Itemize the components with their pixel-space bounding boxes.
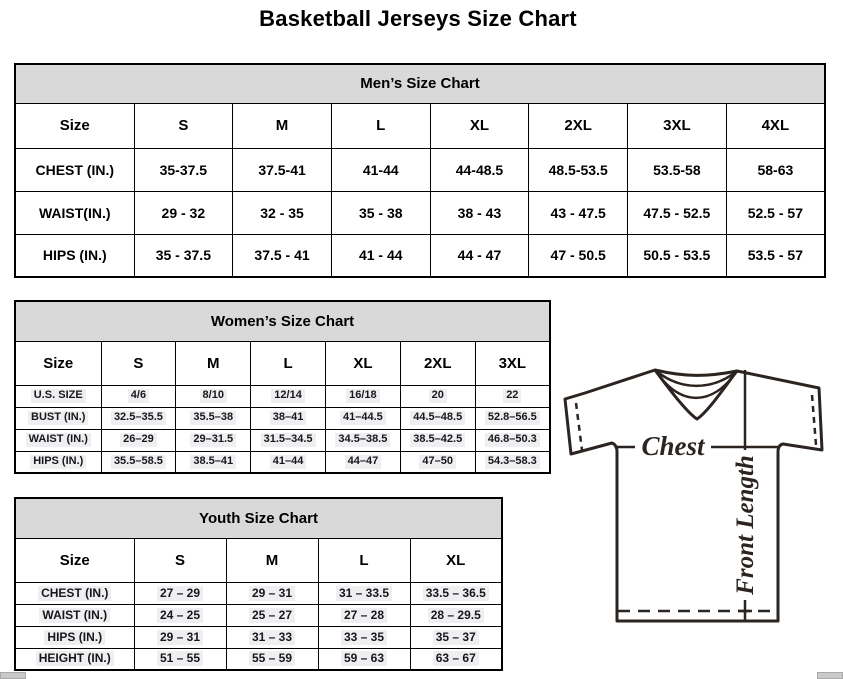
chest-label: Chest [641,431,705,461]
value: 44.5–48.5 [410,411,465,425]
row-label: WAIST (IN.) [39,608,110,623]
value-cell [226,582,318,604]
value-cell [226,626,318,648]
jersey-measurement-diagram [555,355,843,647]
value: 44–47 [345,455,382,469]
value-cell [134,648,226,670]
value-cell: 32 - 35 [233,191,332,234]
value-cell [251,407,326,429]
row-label: HEIGHT (IN.) [36,651,114,666]
table-row [15,234,825,277]
value-cell [251,451,326,473]
value: 41–44.5 [340,411,386,425]
table-row [15,582,502,604]
value-cell [176,407,251,429]
col-header-cell: L [331,103,430,148]
col-header-cell: Size [15,103,134,148]
col-header-cell: Size [15,341,101,385]
table-row [15,429,550,451]
value-cell: 44-48.5 [430,148,529,191]
value: 24 – 25 [157,608,203,623]
value-cell [134,604,226,626]
value-cell [176,451,251,473]
value: 29 – 31 [249,586,295,601]
col-header-cell: L [318,538,410,582]
value: 55 – 59 [249,651,295,666]
value-cell [176,429,251,451]
value-cell [101,385,176,407]
col-header-cell: XL [325,341,400,385]
jersey-outline-icon [565,370,822,621]
value: 38.5–41 [190,455,236,469]
row-label-cell [15,582,134,604]
table-row [15,648,502,670]
value: 52.8–56.5 [485,411,540,425]
value-cell [410,626,502,648]
value-cell: 43 - 47.5 [529,191,628,234]
value-cell [400,429,475,451]
value-cell [176,385,251,407]
row-label-cell [15,429,101,451]
value: 59 – 63 [341,651,387,666]
collar-back-line-icon [655,370,737,375]
value-cell [475,385,550,407]
row-label-cell: HIPS (IN.) [15,234,134,277]
row-label: WAIST (IN.) [26,433,91,447]
value-cell [475,407,550,429]
table-row [15,385,550,407]
row-label-cell [15,604,134,626]
value: 35 – 37 [433,630,479,645]
row-label: U.S. SIZE [31,389,86,403]
col-header-cell: 3XL [628,103,727,148]
value: 35.5–58.5 [111,455,166,469]
value: 33.5 – 36.5 [423,586,489,601]
value-cell [226,604,318,626]
value: 63 – 67 [433,651,479,666]
value: 47–50 [419,455,456,469]
value: 51 – 55 [157,651,203,666]
youth-table-title: Youth Size Chart [15,498,502,538]
value-cell [475,451,550,473]
col-header-cell: M [233,103,332,148]
value-cell [400,451,475,473]
row-label-cell [15,451,101,473]
row-label-cell [15,626,134,648]
scrollbar-fragment-right[interactable] [817,672,843,679]
value: 27 – 29 [157,586,203,601]
value: 26–29 [120,433,157,447]
value-cell [325,429,400,451]
value: 28 – 29.5 [428,608,484,623]
value-cell: 50.5 - 53.5 [628,234,727,277]
value-cell [101,429,176,451]
table-row [15,301,550,341]
youth-size-table [14,497,503,671]
value-cell: 41-44 [331,148,430,191]
value-cell [325,451,400,473]
value-cell: 37.5 - 41 [233,234,332,277]
value-cell [325,385,400,407]
value-cell [410,582,502,604]
col-header-cell: XL [410,538,502,582]
value: 12/14 [271,389,305,403]
value-cell [318,582,410,604]
mens-table-title: Men’s Size Chart [15,64,825,103]
value: 27 – 28 [341,608,387,623]
value: 29 – 31 [157,630,203,645]
value-cell [318,648,410,670]
value-cell [410,648,502,670]
col-header-cell: S [134,103,233,148]
womens-size-table [14,300,551,474]
value-cell: 35 - 37.5 [134,234,233,277]
value-cell: 44 - 47 [430,234,529,277]
value-cell: 35-37.5 [134,148,233,191]
value-cell [400,385,475,407]
row-label: HIPS (IN.) [44,630,105,645]
table-row [15,407,550,429]
row-label-cell [15,648,134,670]
value-cell: 53.5-58 [628,148,727,191]
value-cell [101,451,176,473]
table-row [15,451,550,473]
value: 16/18 [346,389,380,403]
value: 54.3–58.3 [485,455,540,469]
womens-table-title: Women’s Size Chart [15,301,550,341]
value: 33 – 35 [341,630,387,645]
col-header-cell: 3XL [475,341,550,385]
col-header-cell: Size [15,538,134,582]
col-header-cell: M [176,341,251,385]
table-row [15,148,825,191]
value-cell [251,385,326,407]
value-cell [134,582,226,604]
value-cell [226,648,318,670]
value-cell: 29 - 32 [134,191,233,234]
value-cell: 58-63 [726,148,825,191]
value-cell [318,626,410,648]
value-cell: 41 - 44 [331,234,430,277]
row-label-cell: WAIST(IN.) [15,191,134,234]
value-cell [251,429,326,451]
value-cell: 52.5 - 57 [726,191,825,234]
value: 38–41 [270,411,307,425]
value: 32.5–35.5 [111,411,166,425]
value-cell [318,604,410,626]
page-title: Basketball Jerseys Size Chart [259,6,577,31]
col-header-cell: XL [430,103,529,148]
col-header-cell: L [251,341,326,385]
value: 8/10 [200,389,227,403]
front-length-label: Front Length [732,455,759,595]
value-cell [101,407,176,429]
table-row [15,626,502,648]
value-cell [410,604,502,626]
value-cell [134,626,226,648]
table-row [15,103,825,148]
value: 29–31.5 [190,433,236,447]
value-cell: 35 - 38 [331,191,430,234]
value: 35.5–38 [190,411,236,425]
col-header-cell: 4XL [726,103,825,148]
table-row [15,64,825,103]
table-row [15,604,502,626]
col-header-cell: S [134,538,226,582]
row-label-cell: CHEST (IN.) [15,148,134,191]
row-label: CHEST (IN.) [38,586,111,601]
value: 20 [429,389,447,403]
value: 25 – 27 [249,608,295,623]
value: 41–44 [270,455,307,469]
scrollbar-fragment-left[interactable] [0,672,26,679]
mens-size-table [14,63,826,278]
value-cell: 38 - 43 [430,191,529,234]
value-cell: 53.5 - 57 [726,234,825,277]
value-cell: 47.5 - 52.5 [628,191,727,234]
value: 38.5–42.5 [410,433,465,447]
value-cell [475,429,550,451]
value: 22 [503,389,521,403]
value-cell [400,407,475,429]
row-label: BUST (IN.) [28,411,88,425]
row-label-cell [15,407,101,429]
value-cell: 47 - 50.5 [529,234,628,277]
row-label: HIPS (IN.) [30,455,86,469]
table-row [15,538,502,582]
value-cell: 48.5-53.5 [529,148,628,191]
table-row [15,498,502,538]
col-header-cell: S [101,341,176,385]
col-header-cell: 2XL [400,341,475,385]
value-cell [325,407,400,429]
value: 4/6 [128,389,149,403]
row-label-cell [15,385,101,407]
front-length-label-group [732,450,759,600]
table-row [15,191,825,234]
table-row [15,341,550,385]
col-header-cell: M [226,538,318,582]
value: 31 – 33.5 [336,586,392,601]
value: 31 – 33 [249,630,295,645]
value-cell: 37.5-41 [233,148,332,191]
value: 31.5–34.5 [261,433,316,447]
col-header-cell: 2XL [529,103,628,148]
value: 46.8–50.3 [485,433,540,447]
value: 34.5–38.5 [335,433,390,447]
